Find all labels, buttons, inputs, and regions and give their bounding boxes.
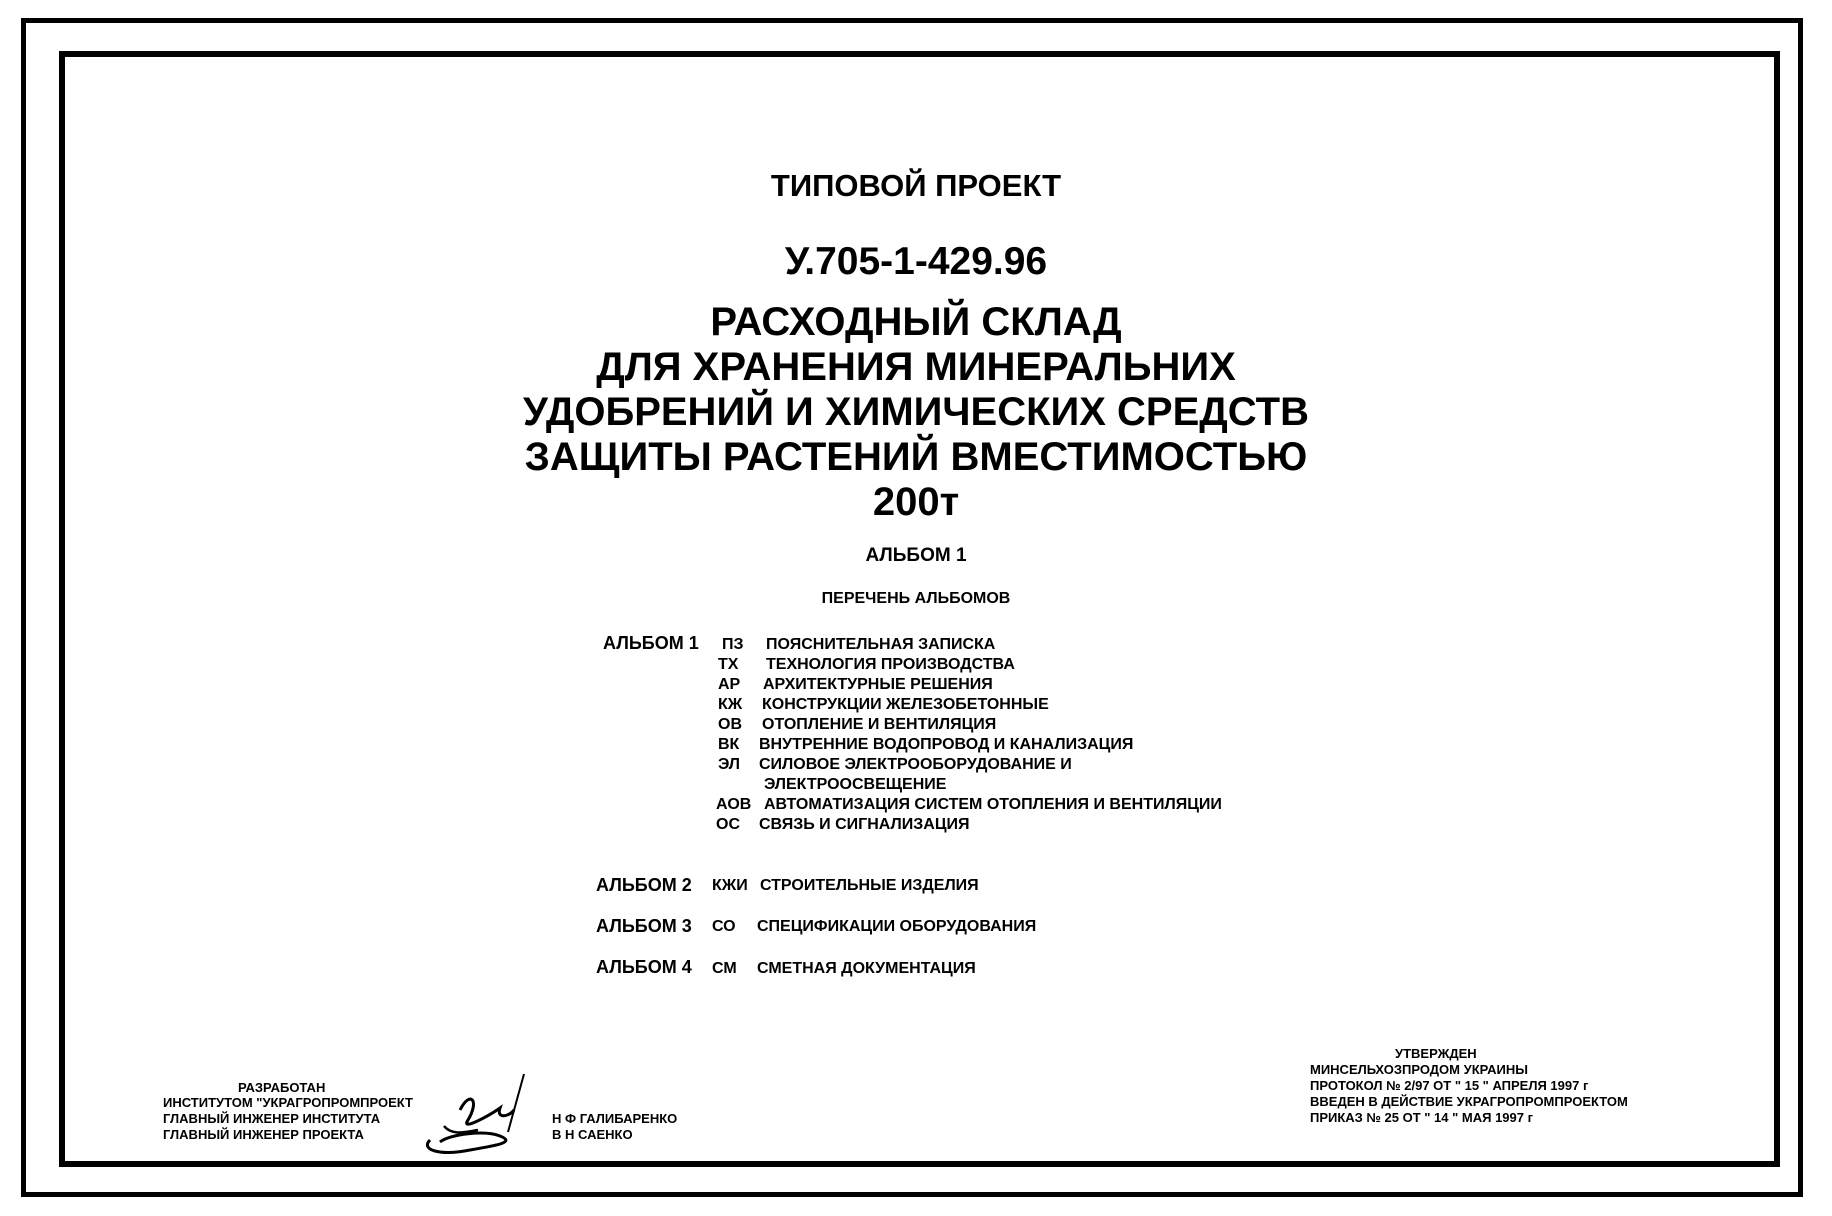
- album2-code: КЖИ: [712, 877, 748, 894]
- approval-ministry: МИНСЕЛЬХОЗПРОДОМ УКРАИНЫ: [1310, 1062, 1529, 1077]
- title-line: УДОБРЕНИЙ И ХИМИЧЕСКИХ СРЕДСТВ: [522, 390, 1309, 434]
- album4-label: АЛЬБОМ 4: [596, 957, 692, 977]
- album2-desc: СТРОИТЕЛЬНЫЕ ИЗДЕЛИЯ: [760, 877, 979, 894]
- album-item-code: ОВ: [718, 716, 742, 733]
- album-item-desc: ОТОПЛЕНИЕ И ВЕНТИЛЯЦИЯ: [762, 716, 997, 733]
- approval-heading: УТВЕРЖДЕН: [1395, 1046, 1477, 1061]
- project-title: [0, 300, 1832, 525]
- album-item-desc: АВТОМАТИЗАЦИЯ СИСТЕМ ОТОПЛЕНИЯ И ВЕНТИЛЯЦИИ: [764, 796, 1222, 813]
- approval-enacted: ВВЕДЕН В ДЕЙСТВИЕ УКРАГРОПРОМПРОЕКТОМ: [1310, 1094, 1628, 1109]
- chief-engineer-project: ГЛАВНЫЙ ИНЖЕНЕР ПРОЕКТА: [163, 1127, 364, 1142]
- album-item-desc: СИЛОВОЕ ЭЛЕКТРООБОРУДОВАНИЕ И: [759, 756, 1072, 773]
- album-item-code: ТХ: [718, 656, 739, 673]
- engineer-name-2: В Н САЕНКО: [552, 1127, 633, 1142]
- developer-institute: ИНСТИТУТОМ "УКРАГРОПРОМПРОЕКТ: [163, 1095, 413, 1110]
- album-item-code: АОВ: [716, 796, 752, 813]
- album-item-desc: ВНУТРЕННИЕ ВОДОПРОВОД И КАНАЛИЗАЦИЯ: [759, 736, 1134, 753]
- album3-label: АЛЬБОМ 3: [596, 916, 692, 936]
- album-item-code: ПЗ: [722, 636, 744, 653]
- album-item-desc: ПОЯСНИТЕЛЬНАЯ ЗАПИСКА: [766, 636, 996, 653]
- approval-order: ПРИКАЗ № 25 ОТ " 14 " МАЯ 1997 г: [1310, 1110, 1534, 1125]
- album1-label: АЛЬБОМ 1: [603, 633, 699, 653]
- album-item-desc: СВЯЗЬ И СИГНАЛИЗАЦИЯ: [759, 816, 970, 833]
- inner-frame: [59, 51, 1780, 1167]
- album-item-code: ОС: [716, 816, 740, 833]
- album3-desc: СПЕЦИФИКАЦИИ ОБОРУДОВАНИЯ: [757, 918, 1037, 935]
- project-code: У.705-1-429.96: [784, 240, 1048, 283]
- title-line: ДЛЯ ХРАНЕНИЯ МИНЕРАЛЬНИХ: [596, 345, 1236, 389]
- album-item-desc: ТЕХНОЛОГИЯ ПРОИЗВОДСТВА: [766, 656, 1015, 673]
- album-item-code: КЖ: [718, 696, 743, 713]
- developer-heading: РАЗРАБОТАН: [238, 1080, 326, 1095]
- album-item-code: ВК: [718, 736, 740, 753]
- album-item-desc: АРХИТЕКТУРНЫЕ РЕШЕНИЯ: [763, 676, 993, 693]
- album4-code: СМ: [712, 960, 737, 977]
- album2-label: АЛЬБОМ 2: [596, 875, 692, 895]
- album-number: АЛЬБОМ 1: [865, 545, 967, 566]
- album-item-desc: КОНСТРУКЦИИ ЖЕЛЕЗОБЕТОННЫЕ: [762, 696, 1049, 713]
- title-line: ЗАЩИТЫ РАСТЕНИЙ ВМЕСТИМОСТЬЮ: [524, 435, 1308, 479]
- project-type-label: ТИПОВОЙ ПРОЕКТ: [770, 168, 1062, 203]
- album4-desc: СМЕТНАЯ ДОКУМЕНТАЦИЯ: [757, 960, 976, 977]
- engineer-name-1: Н Ф ГАЛИБАРЕНКО: [552, 1111, 678, 1126]
- album-item-code: ЭЛ: [718, 756, 740, 773]
- title-line: РАСХОДНЫЙ СКЛАД: [710, 300, 1122, 344]
- album-item-code: АР: [718, 676, 741, 693]
- album-item-desc: ЭЛЕКТРООСВЕЩЕНИЕ: [764, 776, 947, 793]
- signature-image: [400, 1070, 540, 1160]
- title-line: 200т: [872, 480, 960, 524]
- album-list-heading: ПЕРЕЧЕНЬ АЛЬБОМОВ: [821, 590, 1011, 607]
- album3-code: СО: [712, 918, 736, 935]
- chief-engineer-institute: ГЛАВНЫЙ ИНЖЕНЕР ИНСТИТУТА: [163, 1111, 381, 1126]
- approval-protocol: ПРОТОКОЛ № 2/97 ОТ " 15 " АПРЕЛЯ 1997 г: [1310, 1078, 1589, 1093]
